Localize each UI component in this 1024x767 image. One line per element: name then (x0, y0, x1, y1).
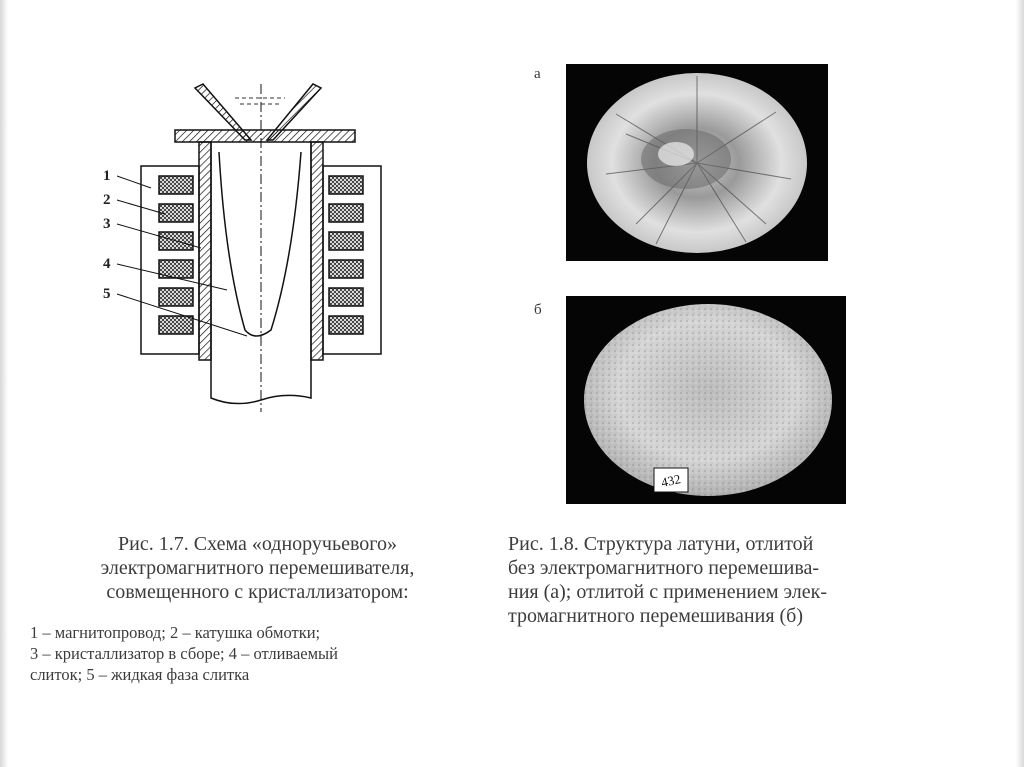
legend-line: слиток; 5 – жидкая фаза слитка (30, 665, 250, 684)
caption-line: ния (а); отлитой с применением элек- (508, 581, 827, 603)
legend-line: 1 – магнитопровод; 2 – катушка обмотки; (30, 623, 321, 642)
stirrer-scheme-svg (95, 80, 405, 420)
leader-lines (117, 176, 247, 336)
photo-b-macrostructure (566, 296, 846, 504)
label-5: 5 (103, 286, 111, 302)
figure-1-7-legend (30, 622, 460, 685)
figure-1-8-caption (508, 532, 948, 628)
caption-line: электромагнитного перемешивателя, (100, 557, 415, 579)
caption-line: Рис. 1.7. Схема «одноручьевого» (118, 533, 397, 555)
left-edge-shadow (0, 0, 8, 767)
stirrer-scheme-diagram (95, 80, 405, 420)
label-4: 4 (103, 256, 111, 272)
caption-line: тромагнитного перемешивания (б) (508, 605, 804, 627)
label-1: 1 (103, 168, 111, 184)
sample-tag: 432 (659, 471, 682, 490)
mold-top-flange (175, 130, 355, 142)
right-edge-shadow (1016, 0, 1024, 767)
label-2: 2 (103, 192, 111, 208)
caption-line: без электромагнитного перемешива- (508, 557, 820, 579)
caption-line: Рис. 1.8. Структура латуни, отлитой (508, 533, 814, 555)
photo-a-macrostructure (566, 64, 828, 261)
figure-1-7-caption (60, 532, 455, 604)
legend-line: 3 – кристаллизатор в сборе; 4 – отливаемый (30, 644, 338, 663)
photo-a-label: а (534, 66, 541, 82)
label-3: 3 (103, 216, 111, 232)
liquid-phase-boundary (219, 152, 301, 336)
photo-b-label: б (534, 302, 542, 318)
caption-line: совмещенного с кристаллизатором: (106, 581, 409, 603)
